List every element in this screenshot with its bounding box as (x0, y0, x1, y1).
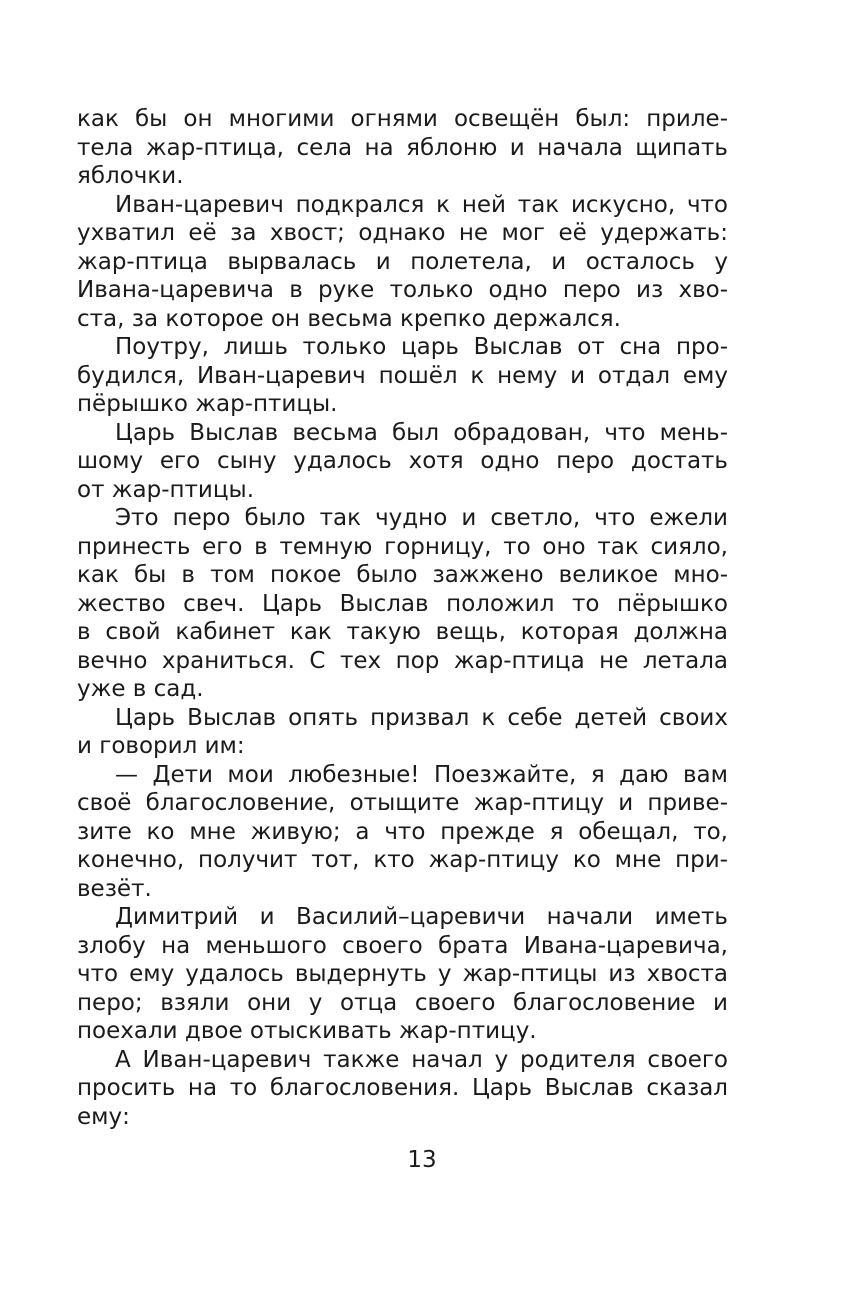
text-line: перо; взяли они у отца своего благословение и (77, 989, 728, 1016)
text-line: своё благословение, отыщите жар-птицу и приве- (77, 790, 728, 816)
body-text (77, 105, 728, 1131)
text-line: просить на то благословения. Царь Выслав сказал (77, 1075, 728, 1101)
text-line: зите ко мне живую; а что прежде я обещал, то, (77, 818, 728, 845)
paragraph-first-line: А Иван-царевич также начал у родителя своего (115, 1046, 728, 1073)
text-line: как бы он многими огнями освещён был: прилe- (77, 106, 728, 132)
text-line: будился, Иван-царевич пошёл к нему и отдал ему (77, 362, 728, 389)
page-number: 13 (407, 1147, 437, 1173)
text-line: жар-птица вырвалась и полетела, и осталось у (77, 248, 728, 275)
paragraph-first-line: Иван-царевич подкрался к ней так искусно, что (115, 191, 728, 218)
text-line: уже в сад. (77, 676, 204, 702)
text-line: как бы в том покое было зажжено великое мно- (77, 562, 728, 588)
text-line: Ивана-царевича в руке только одно перо из хво- (77, 277, 728, 303)
text-line: конечно, получит тот, кто жар-птицу ко мне при- (77, 847, 728, 873)
text-line: везёт. (77, 875, 152, 902)
paragraph-first-line: Царь Выслав опять призвал к себе детей своих (115, 704, 728, 731)
text-line: что ему удалось выдернуть у жар-птицы из хвоста (77, 961, 728, 987)
paragraph-first-line: Царь Выслав весьма был обрадован, что мень- (115, 419, 728, 446)
text-line: яблочки. (77, 163, 184, 189)
text-line: в свой кабинет как такую вещь, которая должна (77, 619, 728, 645)
text-line: и говорил им: (77, 733, 245, 759)
text-line: принесть его в темную горницу, то оно так сияло, (77, 533, 728, 560)
text-line: тела жар-птица, села на яблоню и начала щипать (77, 134, 728, 161)
text-line: вечно храниться. С тех пор жар-птица не летала (77, 647, 728, 674)
text-line: ста, за которое он весьма крепко держался. (77, 305, 621, 332)
text-line: от жар-птицы. (77, 476, 255, 503)
paragraph-first-line: Это перо было так чудно и светло, что ежели (115, 505, 728, 531)
paragraph-first-line: Поутру, лишь только царь Выслав от сна про- (115, 334, 728, 360)
text-line: ухватил её за хвост; однако не мог её удержать: (77, 220, 728, 246)
paragraph-first-line: Димитрий и Василий–царевичи начали иметь (115, 904, 728, 930)
text-line: жество свеч. Царь Выслав положил то пёрышко (77, 590, 728, 617)
text-line: злобу на меньшого своего брата Ивана-царевича, (77, 932, 728, 959)
paragraph-first-line: — Дети мои любезные! Поезжайте, я даю вам (115, 761, 728, 788)
text-line: ему: (77, 1103, 130, 1130)
text-line: шому его сыну удалось хотя одно перо достать (77, 448, 728, 474)
text-line: пёрышко жар-птицы. (77, 391, 338, 417)
text-line: поехали двое отыскивать жар-птицу. (77, 1018, 537, 1044)
